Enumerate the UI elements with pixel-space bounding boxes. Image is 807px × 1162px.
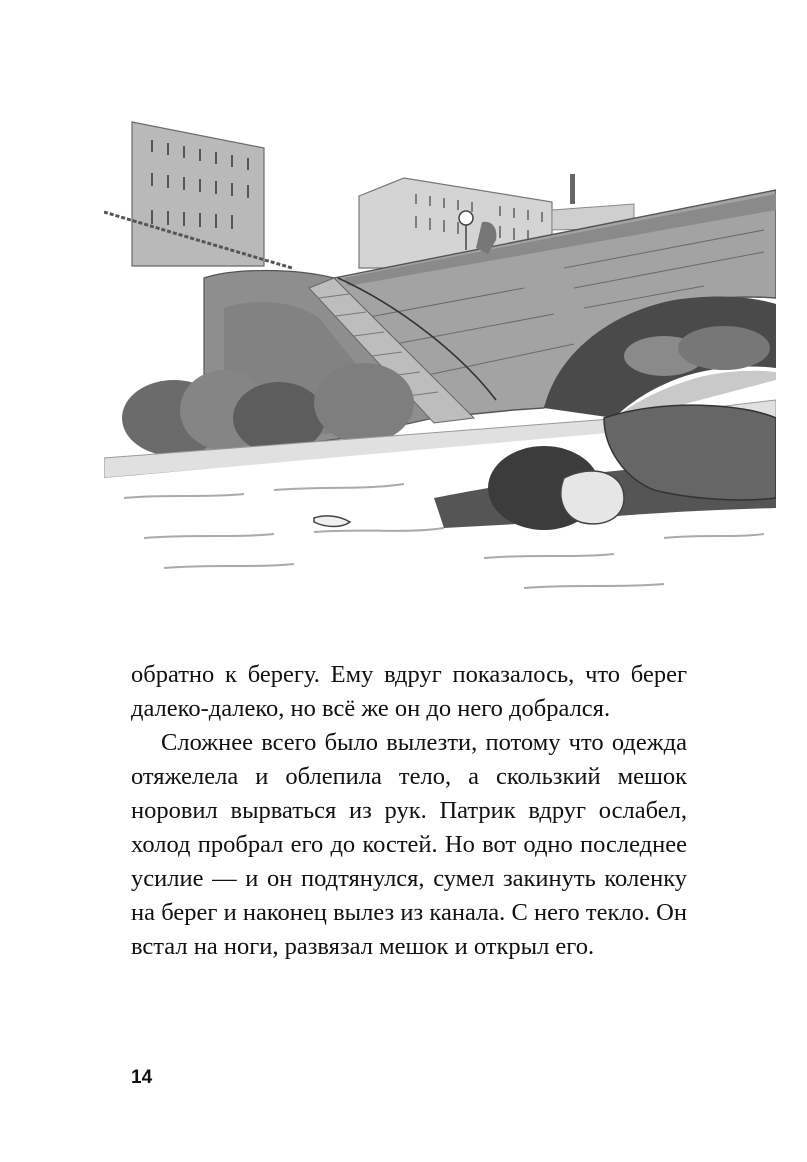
- building-left: [132, 122, 264, 266]
- paragraph-1: обратно к берегу. Ему вдруг показалось, что берег далеко-далеко, но всё же он до него добрался.: [131, 661, 687, 722]
- page-number: 14: [131, 1067, 153, 1088]
- illustration-drawing: [104, 118, 776, 596]
- paragraph-2: Сложнее всего было вылезти, потому что одежда отяжелела и облепила тело, а скользкий мешок норовил вырваться из рук. Патрик вдруг ослабел, холод пробрал его до костей. Но вот одно последнее усилие — и он подтянулся, сумел закинуть коленку на берег и наконец вылез из канала. С него текло. Он встал на ноги, развязал мешок и открыл его.: [131, 729, 687, 960]
- body-text: [131, 658, 687, 964]
- illustration-canal-bridge: [104, 118, 776, 596]
